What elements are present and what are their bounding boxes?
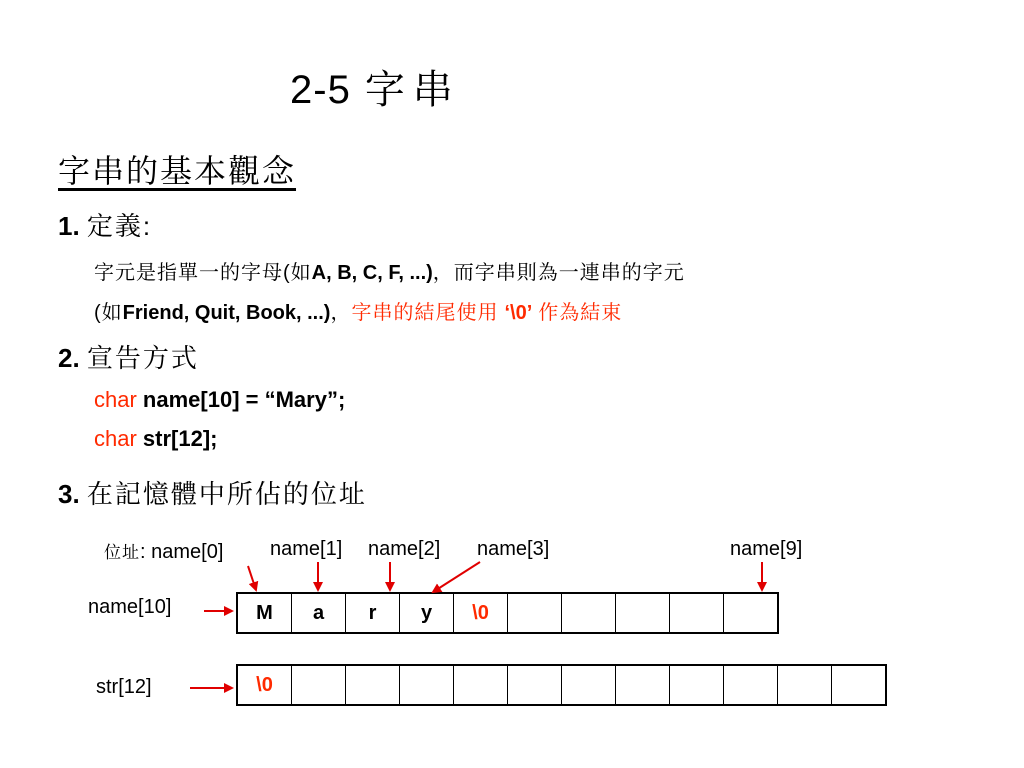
address-label-zh: 位址 [104,543,140,562]
index-label-9: name[9] [730,538,803,560]
definition-text-1c: ，而字串則為一連串的字元 [432,262,685,284]
section-heading: 字串的基本觀念 [58,153,297,189]
definition-red-c: 作為結束 [538,302,623,324]
array-cell-terminator: \0 [453,594,507,632]
arrow-name-0 [248,566,256,590]
definition-text-2c: ， [330,302,352,324]
array-cell: a [291,594,345,632]
index-label-0: name[0] [151,541,224,563]
definition-text-1a: 字元是指單一的字母(如 [94,262,312,284]
code-keyword-2: char [94,426,137,451]
definition-text-2b: Friend, Quit, Book, ...) [122,302,331,324]
section-2-title: 宣告方式 [86,343,199,373]
definition-text-2a: (如 [94,302,123,324]
array-label-name: name[10] [88,596,172,618]
code-keyword-1: char [94,387,137,412]
array-cell-terminator: \0 [256,673,273,696]
array-cell: r [345,594,399,632]
array-label-str: str[12] [96,676,152,698]
title-text: 字串 [364,68,461,112]
section-3-title: 在記憶體中所佔的位址 [86,479,367,509]
section-1-title: 定義: [86,211,153,241]
code-rest-2: str[12]; [142,426,218,451]
array-cell: M [256,601,273,624]
arrow-name-3 [433,562,480,592]
definition-red-b: ‘\0’ [504,302,533,324]
section-3-number: 3. [58,479,80,509]
index-label-3: name[3] [477,538,550,560]
definition-text-1b: A, B, C, F, ...) [311,262,433,284]
code-rest-1: name[10] = “Mary”; [142,387,346,412]
address-label-colon: : [140,541,152,563]
section-1-number: 1. [58,211,80,241]
section-2-number: 2. [58,343,80,373]
title-number: 2-5 [290,68,351,112]
array-cell: y [399,594,453,632]
index-label-2: name[2] [368,538,441,560]
definition-red-a: 字串的結尾使用 [351,302,499,324]
index-label-1: name[1] [270,538,343,560]
